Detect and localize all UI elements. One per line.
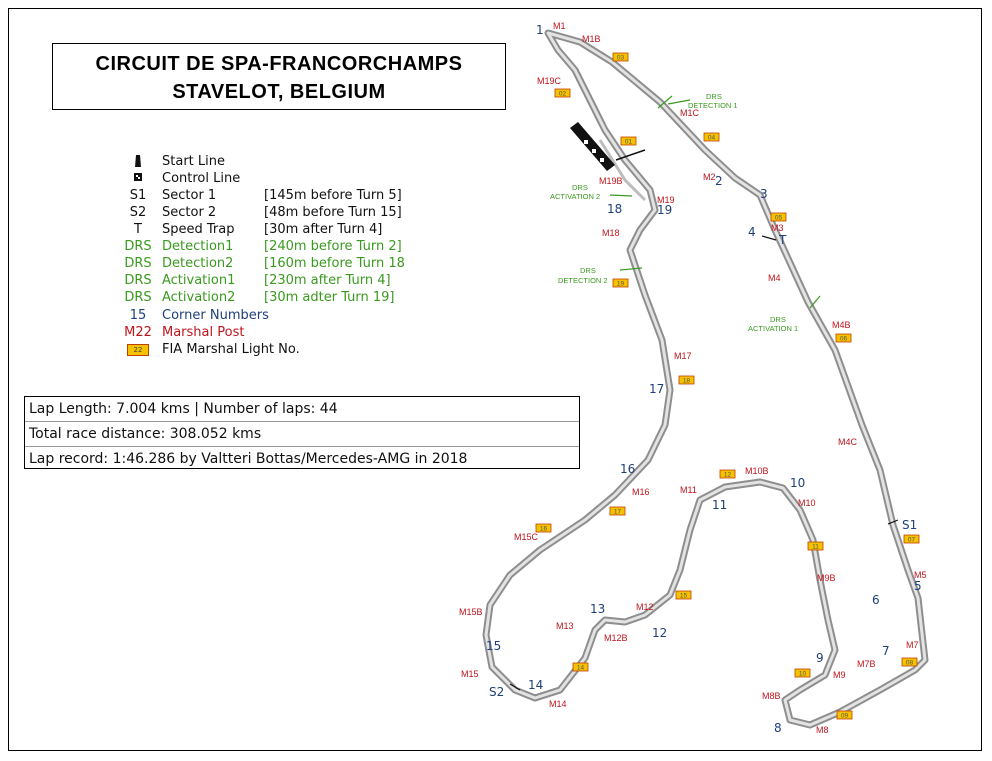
legend-symbol: DRS — [124, 290, 152, 305]
corner-number: 7 — [882, 644, 890, 658]
marshal-post: M5 — [914, 570, 927, 580]
corner-number: 15 — [486, 639, 502, 653]
marshal-light-number: 10 — [798, 670, 807, 678]
drs-label: DRS — [580, 266, 596, 275]
corner-number: 5 — [914, 579, 922, 593]
marshal-light-number: 15 — [679, 592, 688, 600]
marshal-light-number: 17 — [613, 508, 622, 516]
corner-number: 9 — [816, 651, 824, 665]
legend-name: Activation1 — [162, 273, 236, 288]
legend-name: Marshal Post — [162, 325, 245, 340]
corner-number: 11 — [712, 498, 728, 512]
marshal-light-number: 04 — [707, 134, 716, 142]
marshal-post: M16 — [632, 487, 650, 497]
corner-numbers — [486, 23, 922, 735]
marshal-post: M4B — [832, 320, 851, 330]
marshal-post: M19C — [537, 76, 562, 86]
corner-number: 6 — [872, 593, 880, 607]
marshal-post: M1B — [582, 34, 601, 44]
marshal-light-number: 16 — [539, 525, 548, 533]
corner-number: 12 — [652, 626, 668, 640]
marshal-post: M2 — [703, 172, 716, 182]
legend-desc: [160m before Turn 18 — [264, 256, 405, 271]
timing-marker: S2 — [489, 685, 505, 699]
drs-label: DETECTION 1 — [688, 101, 738, 110]
marshal-post: M11 — [680, 485, 697, 495]
legend-symbol: M22 — [124, 325, 152, 340]
marshal-light-number: 12 — [723, 471, 732, 479]
legend-name: Corner Numbers — [162, 308, 269, 323]
marshal-post: M17 — [674, 351, 692, 361]
marshal-post: M14 — [549, 699, 567, 709]
legend-symbol: DRS — [124, 256, 152, 271]
marshal-light-number: 19 — [616, 280, 625, 288]
timing-marker: T — [779, 233, 787, 247]
marshal-post: M9B — [817, 573, 836, 583]
marshal-light-number: 01 — [624, 138, 633, 146]
legend-desc: [30m adter Turn 19] — [264, 290, 395, 305]
marshal-light-number: 11 — [812, 543, 819, 551]
drs-labels — [550, 92, 798, 333]
race-distance: Total race distance: 308.052 kms — [25, 422, 579, 447]
marshal-post: M8 — [816, 725, 829, 735]
marshal-light-number: 03 — [616, 54, 625, 62]
corner-number: 13 — [590, 602, 606, 616]
legend-name: FIA Marshal Light No. — [162, 342, 300, 357]
marshal-light-number: 07 — [907, 536, 916, 544]
marshal-post: M15 — [461, 669, 479, 679]
timing-markers — [489, 233, 917, 699]
marshal-post: M12B — [604, 633, 628, 643]
marshal-post: M15B — [459, 607, 483, 617]
marshal-light-icon: 22 — [127, 344, 149, 356]
legend-name: Sector 1 — [162, 188, 217, 203]
legend-desc: [240m before Turn 2] — [264, 239, 402, 254]
marshal-post: M19 — [657, 195, 675, 205]
marshal-light-number: 14 — [576, 664, 585, 672]
marshal-post: M10B — [745, 466, 769, 476]
legend-name: Activation2 — [162, 290, 236, 305]
marshal-post: M19B — [599, 176, 623, 186]
legend-symbol: S1 — [129, 188, 147, 203]
lap-length: Lap Length: 7.004 kms | Number of laps: 44 — [25, 397, 579, 422]
marshal-post: M4 — [768, 273, 781, 283]
lap-record: Lap record: 1:46.286 by Valtteri Bottas/Mercedes-AMG in 2018 — [29, 451, 468, 467]
legend-symbol: S2 — [129, 205, 147, 220]
marshal-post: M4C — [838, 437, 858, 447]
legend-name: Detection1 — [162, 239, 234, 254]
legend-symbol: T — [134, 222, 142, 237]
legend-desc: [230m after Turn 4] — [264, 273, 391, 288]
marshal-light-number: 09 — [840, 712, 849, 720]
marshal-post: M15C — [514, 532, 539, 542]
legend-name: Speed Trap — [162, 222, 235, 237]
legend-desc: [145m before Turn 5] — [264, 188, 402, 203]
marshal-light-number: 05 — [774, 214, 783, 222]
corner-number: 3 — [760, 187, 768, 201]
corner-number: 8 — [774, 721, 782, 735]
drs-label: DETECTION 2 — [558, 276, 608, 285]
corner-number: 2 — [715, 174, 723, 188]
legend-name: Sector 2 — [162, 205, 217, 220]
marshal-light-number: 02 — [558, 90, 567, 98]
legend-symbol: DRS — [124, 273, 152, 288]
corner-number: 17 — [649, 382, 665, 396]
marshal-light-number: 18 — [682, 377, 691, 385]
speed-trap-tick — [762, 236, 776, 240]
drs-label: DRS — [706, 92, 722, 101]
legend-name: Start Line — [162, 154, 225, 169]
marshal-post: M1 — [553, 21, 566, 31]
corner-number: 19 — [657, 203, 673, 217]
marshal-post: M12 — [636, 602, 654, 612]
legend-name: Control Line — [162, 171, 241, 186]
marshal-light-number: 06 — [839, 335, 848, 343]
marshal-post: M13 — [556, 621, 574, 631]
legend-name: Detection2 — [162, 256, 234, 271]
marshal-post: M10 — [798, 498, 816, 508]
corner-number: 4 — [748, 225, 756, 239]
drs-label: DRS — [770, 315, 786, 324]
legend-desc: [30m after Turn 4] — [264, 222, 383, 237]
marshal-post: M7 — [906, 640, 919, 650]
drs-label: ACTIVATION 1 — [748, 324, 799, 333]
marshal-post: M8B — [762, 691, 781, 701]
corner-number: 1 — [536, 23, 544, 37]
circuit-name: CIRCUIT DE SPA-FRANCORCHAMPS — [95, 53, 463, 75]
marshal-post: M9 — [833, 670, 846, 680]
legend-symbol: 15 — [129, 308, 147, 323]
timing-marker: S1 — [902, 518, 918, 532]
drs-label: ACTIVATION 2 — [550, 192, 601, 201]
drs-label: DRS — [572, 183, 588, 192]
marshal-post: M18 — [602, 228, 620, 238]
corner-number: 16 — [620, 462, 636, 476]
corner-number: 14 — [528, 678, 544, 692]
marshal-post: M7B — [857, 659, 876, 669]
legend-desc: [48m before Turn 15] — [264, 205, 402, 220]
marshal-light-number: 08 — [905, 659, 914, 667]
legend-symbol: DRS — [124, 239, 152, 254]
marshal-post: M1C — [680, 108, 700, 118]
circuit-location: STAVELOT, BELGIUM — [172, 81, 386, 103]
marshal-post: M3 — [771, 223, 784, 233]
corner-number: 18 — [607, 202, 623, 216]
corner-number: 10 — [790, 476, 806, 490]
